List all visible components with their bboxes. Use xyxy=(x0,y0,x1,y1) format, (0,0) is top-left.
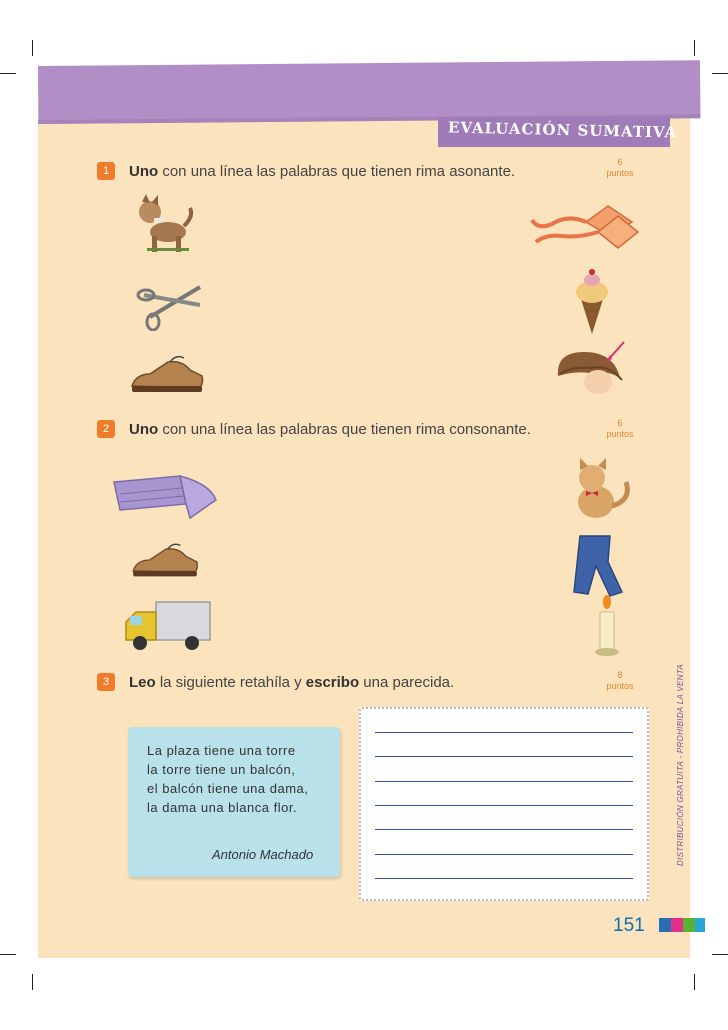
scissors-icon xyxy=(136,281,206,331)
question-body: con una línea las palabras que tienen rima consonante. xyxy=(158,421,531,438)
question-3-text xyxy=(129,674,454,691)
crop-mark xyxy=(32,974,33,990)
shoe-icon xyxy=(128,352,206,396)
points-value: 6 xyxy=(617,157,623,167)
crop-mark xyxy=(694,974,695,990)
color-square xyxy=(695,918,705,932)
crop-mark xyxy=(712,73,728,74)
poem-line: el balcón tiene una dama, xyxy=(147,781,309,796)
points-badge xyxy=(600,670,640,692)
points-badge xyxy=(600,157,640,179)
page-number: 151 xyxy=(613,915,645,936)
crop-mark xyxy=(0,954,16,955)
poem-line: la dama una blanca flor. xyxy=(147,800,298,815)
crop-mark xyxy=(0,73,16,74)
points-value: 6 xyxy=(617,418,623,428)
kites-icon xyxy=(528,202,640,256)
ice-cream-icon xyxy=(572,268,612,336)
answer-line[interactable] xyxy=(375,756,633,757)
question-body: la siguiente retahíla y xyxy=(155,674,306,691)
shoe-icon xyxy=(124,540,206,580)
poem-line: La plaza tiene una torre xyxy=(147,743,296,758)
color-square xyxy=(671,918,683,932)
question-verb: Uno xyxy=(129,163,159,180)
question-verb: escribo xyxy=(305,674,360,691)
crop-mark xyxy=(694,40,695,56)
question-body: con una línea las palabras que tienen rima asonante. xyxy=(158,163,516,180)
section-title: EVALUACIÓN SUMATIVA xyxy=(447,118,678,142)
truck-icon xyxy=(122,598,214,654)
crop-mark xyxy=(32,40,33,56)
answer-line[interactable] xyxy=(375,878,633,879)
question-number: 3 xyxy=(97,673,115,691)
dog-icon xyxy=(132,194,196,256)
question-body: una parecida. xyxy=(359,674,455,691)
points-badge xyxy=(600,418,640,440)
cat-icon xyxy=(566,458,636,522)
answer-line[interactable] xyxy=(375,829,633,830)
question-number: 2 xyxy=(97,420,115,438)
question-verb: Uno xyxy=(129,421,159,438)
color-square xyxy=(659,918,671,932)
question-verb: Leo xyxy=(129,674,156,691)
answer-line[interactable] xyxy=(375,732,633,733)
question-2-text xyxy=(129,421,531,438)
answer-line[interactable] xyxy=(375,781,633,782)
answer-line[interactable] xyxy=(375,805,633,806)
poem-card xyxy=(128,727,340,877)
color-square xyxy=(683,918,695,932)
poem-author: Antonio Machado xyxy=(212,847,314,862)
points-label: puntos xyxy=(606,168,634,178)
points-label: puntos xyxy=(606,429,634,439)
question-number: 1 xyxy=(97,162,115,180)
candle-icon xyxy=(592,594,622,658)
poem-line: la torre tiene un balcón, xyxy=(147,762,296,777)
question-1-text xyxy=(129,163,515,180)
points-value: 8 xyxy=(617,670,623,680)
hair-icon xyxy=(552,340,628,396)
answer-line[interactable] xyxy=(375,854,633,855)
trousers-icon xyxy=(570,532,626,598)
crop-mark xyxy=(712,954,728,955)
fabric-roll-icon xyxy=(110,470,220,526)
distribution-note: DISTRIBUCIÓN GRATUITA - PROHIBIDA LA VENTA xyxy=(676,664,685,866)
writing-area[interactable] xyxy=(359,707,649,901)
points-label: puntos xyxy=(606,681,634,691)
